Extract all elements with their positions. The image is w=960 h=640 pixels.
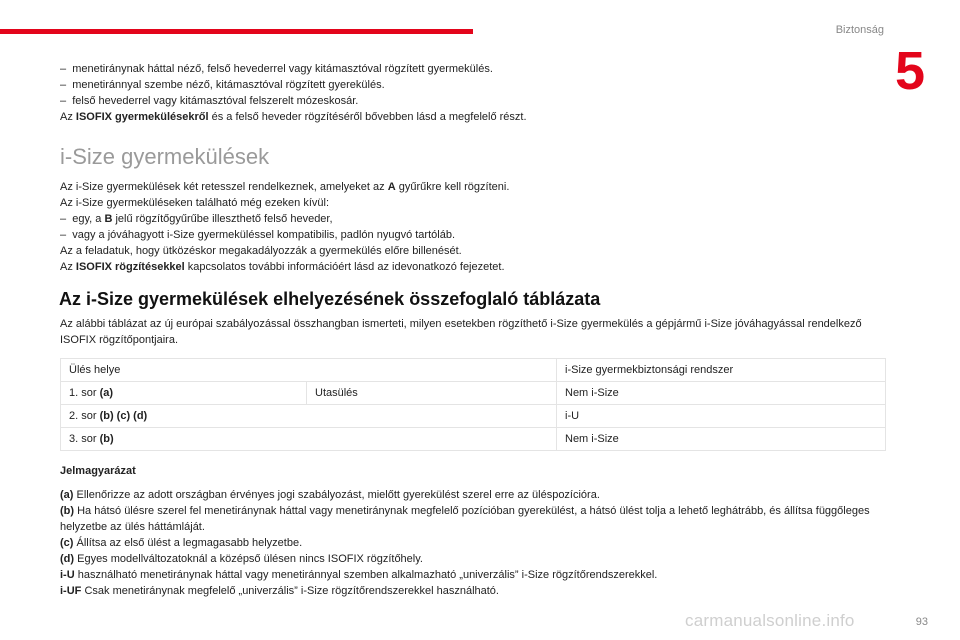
legend — [60, 487, 890, 599]
top-accent-bar — [0, 29, 473, 34]
table-row — [61, 405, 886, 428]
isize-paragraph: Az a feladatuk, hogy ütközéskor megakadályozzák a gyermekülés előre billenését. — [60, 245, 462, 257]
legend-item: i-U használható menetiránynak háttal vagy menetiránnyal szemben alkalmazható „univerzális” i-Size rögzítőrendszerekkel. — [60, 569, 658, 581]
summary-heading: Az i-Size gyermekülések elhelyezésének összefoglaló táblázata — [59, 289, 601, 309]
isize-bullet: – egy, a B jelű rögzítőgyűrűbe illeszthető felső heveder, — [60, 213, 333, 225]
legend-item: (a) Ellenőrizze az adott országban érvényes jogi szabályozást, mielőtt gyerekülést szerel erre az üléspozícióra. — [60, 489, 600, 501]
table-cell-seat: 3. sor (b) — [61, 428, 557, 451]
legend-title: Jelmagyarázat — [60, 465, 136, 477]
intro-bullet: – felső hevederrel vagy kitámasztóval felszerelt mózeskosár. — [60, 95, 359, 107]
isize-paragraph: Az i-Size gyermekülések két retesszel rendelkeznek, amelyeket az A gyűrűkre kell rögzíteni. — [60, 181, 510, 193]
legend-item: (d) Egyes modellváltozatoknál a középső ülésen nincs ISOFIX rögzítőhely. — [60, 553, 423, 565]
watermark: carmanualsonline.info — [685, 611, 855, 630]
isize-bullet: – vagy a jóváhagyott i-Size gyermeküléssel kompatibilis, padlón nyugvó tartóláb. — [60, 229, 455, 241]
section-title: Biztonság — [835, 24, 884, 36]
table-cell-system: Nem i-Size — [557, 428, 886, 451]
legend-item: (b) Ha hátsó ülésre szerel fel menetiránynak háttal vagy menetiránynak megfelelő pozícióban gyerekülést, a hátsó ülést tolja a lehető leghátrább, és állítsa függőleges helyzetbe az ülés háttámláját. — [60, 505, 870, 533]
table-cell-seat: 1. sor (a) — [61, 382, 307, 405]
table-header-row — [61, 359, 886, 382]
isize-heading: i-Size gyermekülések — [60, 144, 270, 169]
isize-paragraph: Az ISOFIX rögzítésekkel kapcsolatos további információért lásd az idevonatkozó fejezetet. — [60, 261, 505, 273]
page-content — [60, 61, 890, 599]
table-cell-position: Utasülés — [307, 382, 557, 405]
table-cell-system: Nem i-Size — [557, 382, 886, 405]
table-row — [61, 428, 886, 451]
intro-bullet: – menetiránynak háttal néző, felső hevederrel vagy kitámasztóval rögzített gyermekülés. — [60, 63, 493, 75]
table-row — [61, 382, 886, 405]
isize-table — [60, 358, 886, 451]
isize-paragraph: Az i-Size gyermeküléseken található még ezeken kívül: — [60, 197, 330, 209]
intro-bullet: – menetiránnyal szembe néző, kitámasztóval rögzített gyerekülés. — [60, 79, 385, 91]
table-cell-system: i-U — [557, 405, 886, 428]
chapter-number: 5 — [894, 41, 925, 101]
page-number: 93 — [915, 616, 928, 628]
legend-item: (c) Állítsa az első ülést a legmagasabb helyzetbe. — [60, 537, 303, 549]
summary-text: Az alábbi táblázat az új európai szabályozással összhangban ismerteti, milyen esetekben rögzíthető i-Size gyermekülés a gépjármű i-Size jóváhagyással rendelkező ISOFIX rögzítőpontjaira. — [60, 318, 862, 346]
legend-item: i-UF Csak menetiránynak megfelelő „univerzális” i-Size rögzítőrendszerekkel használható. — [60, 585, 499, 597]
table-header-system: i-Size gyermekbiztonsági rendszer — [557, 359, 886, 382]
table-cell-seat: 2. sor (b) (c) (d) — [61, 405, 557, 428]
isofix-reference: Az ISOFIX gyermekülésekről és a felső heveder rögzítéséről bővebben lásd a megfelelő részt. — [60, 111, 527, 123]
table-header-seat: Ülés helye — [61, 359, 557, 382]
